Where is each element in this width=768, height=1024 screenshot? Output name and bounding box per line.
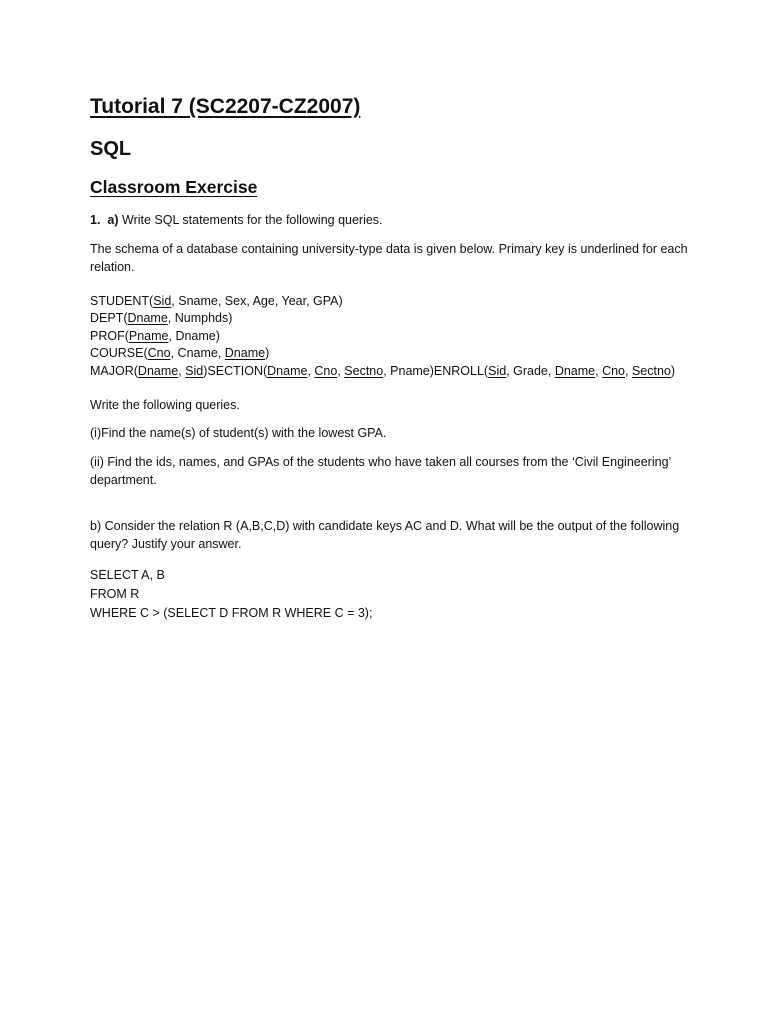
schema-major-section-enroll: MAJOR(Dname, Sid)SECTION(Dname, Cno, Sectno, Pname)ENROLL(Sid, Grade, Dname, Cno, Sectno) [90,363,676,378]
primary-key: Sid [153,294,172,308]
schema-dept: DEPT(Dname, Numphds) [90,311,233,326]
primary-key: Sid [488,363,507,378]
primary-key: Sid [185,363,204,378]
document-title: Tutorial 7 (SC2207-CZ2007) [90,95,361,118]
primary-key: Dname [267,363,308,378]
primary-key: Cno [314,363,338,378]
question-1b: b) Consider the relation R (A,B,C,D) with candidate keys AC and D. What will be the output of the following query? Justify your answer. [90,519,680,551]
question-1a-line [90,212,690,230]
primary-key: Dname [127,311,168,326]
sql-query-block [90,566,372,623]
schema-student: STUDENT(Sid, Sname, Sex, Age, Year, GPA) [90,294,343,308]
query-i: (i)Find the name(s) of student(s) with the lowest GPA. [90,426,387,440]
question-number: 1. [90,213,101,227]
primary-key: Dname [554,363,596,378]
query-ii: (ii) Find the ids, names, and GPAs of the students who have taken all courses from the ‘Civil Engineering’ department. [90,455,671,487]
question-part-label: a) [107,213,119,227]
primary-key: Cno [147,346,171,361]
document-subtitle: SQL [90,138,132,160]
schema-course: COURSE(Cno, Cname, Dname) [90,346,270,361]
primary-key: Sectno [631,363,671,378]
sql-line: SELECT A, B [90,568,165,582]
question-instruction: Write SQL statements for the following queries. [122,213,383,227]
schema-prof: PROF(Pname, Dname) [90,328,220,343]
primary-key: Dname [137,363,179,378]
schema-block [90,293,675,380]
primary-key: Cno [602,363,626,378]
write-queries-text: Write the following queries. [90,398,240,412]
primary-key: Pname [128,328,169,343]
schema-intro: The schema of a database containing university-type data is given below. Primary key is underlined for each relation. [90,242,688,274]
primary-key: Sectno [344,363,384,378]
primary-key: Dname [224,346,266,361]
section-heading: Classroom Exercise [90,177,258,197]
sql-line: WHERE C > (SELECT D FROM R WHERE C = 3); [90,606,373,620]
sql-line: FROM R [90,587,140,601]
